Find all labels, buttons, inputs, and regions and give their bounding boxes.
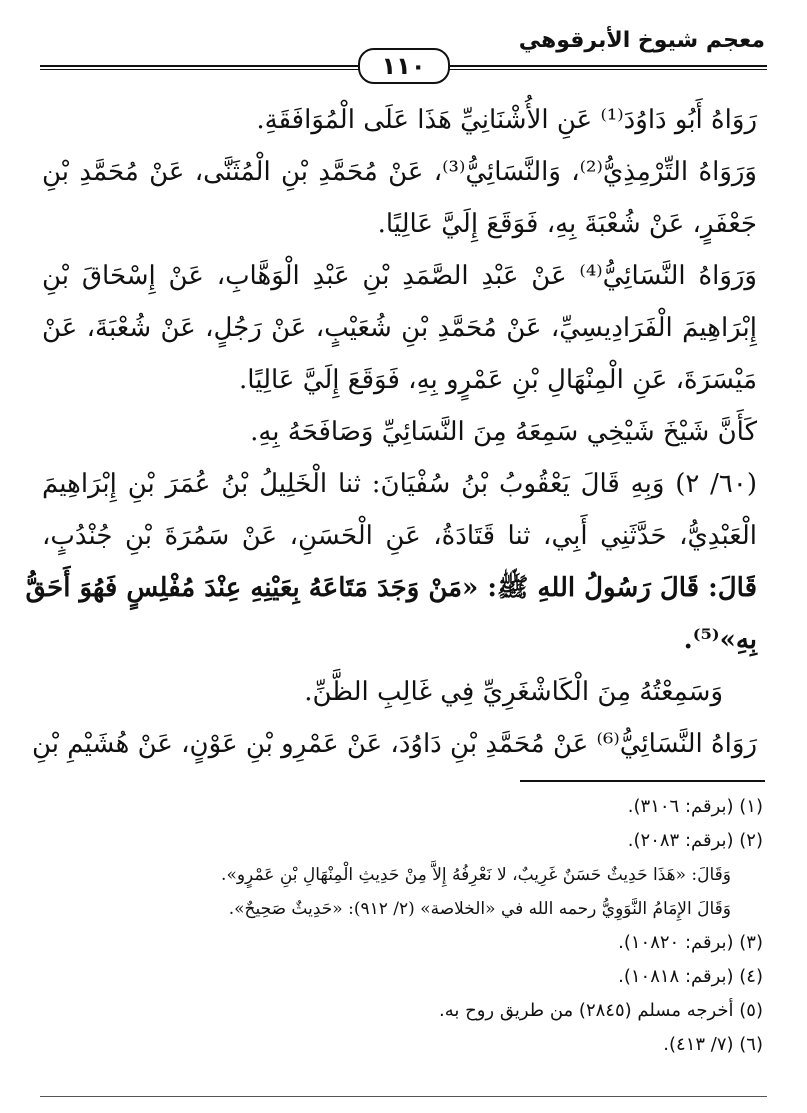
- text-line: وَرَوَاهُ التِّرْمِذِيُّ⁽²⁾، وَالنَّسَائِيُّ⁽³⁾، عَنْ مُحَمَّدِ بْنِ الْمُثَنَّى، عَنْ مُحَمَّدِ بْنِ: [42, 157, 757, 187]
- footnote: (١) (برقم: ٣١٠٦).: [627, 796, 763, 817]
- footnote: (٢) (برقم: ٢٠٨٣).: [627, 830, 763, 851]
- page-number: ١١٠: [358, 48, 450, 84]
- text-line: قَالَ: قَالَ رَسُولُ اللهِ ﷺ: «مَنْ وَجَدَ مَتَاعَهُ بِعَيْنِهِ عِنْدَ مُفْلِسٍ فَهُوَ أَحَقُّ: [25, 573, 757, 603]
- text-line: بِهِ»⁽⁵⁾.: [683, 625, 757, 655]
- footnote: (٦) (٧/ ٤١٣).: [663, 1034, 763, 1055]
- running-title: معجم شيوخ الأبرقوهي: [518, 28, 765, 53]
- text-line: رَوَاهُ النَّسَائِيُّ⁽⁶⁾ عَنْ مُحَمَّدِ بْنِ دَاوُدَ، عَنْ عَمْرِو بْنِ عَوْنٍ، عَنْ هُشَيْمِ بْنِ: [31, 729, 757, 759]
- text-line: رَوَاهُ أَبُو دَاوُدَ⁽¹⁾ عَنِ الأُشْنَانِيِّ هَذَا عَلَى الْمُوَافَقَةِ.: [256, 105, 757, 135]
- text-line: الْعَبْدِيُّ، حَدَّثَنِي أَبِي، ثنا قَتَادَةُ، عَنِ الْحَسَنِ، عَنْ سَمُرَةَ بْنِ جُنْدُبٍ،: [42, 521, 757, 551]
- footnote: (٣) (برقم: ١٠٨٢٠).: [618, 932, 763, 953]
- main-text: [25, 94, 757, 770]
- footnote: (٤) (برقم: ١٠٨١٨).: [618, 966, 763, 987]
- text-line: وَرَوَاهُ النَّسَائِيُّ⁽⁴⁾ عَنْ عَبْدِ الصَّمَدِ بْنِ عَبْدِ الْوَهَّابِ، عَنْ إِسْحَاقَ بْنِ: [42, 261, 757, 291]
- text-line: إِبْرَاهِيمَ الْفَرَادِيسِيِّ، عَنْ مُحَمَّدِ بْنِ شُعَيْبٍ، عَنْ رَجُلٍ، عَنْ شُعْبَةَ، عَنْ: [42, 313, 757, 343]
- footnote-continuation: وَقَالَ: «هَذَا حَدِيثٌ حَسَنٌ غَرِيبٌ، لا نَعْرِفُهُ إِلاَّ مِنْ حَدِيثِ الْمِنْهَالِ بْنِ عَمْرٍو».: [221, 865, 731, 885]
- bottom-rule: [40, 1096, 767, 1097]
- footnote-rule: [520, 780, 765, 782]
- footnotes: [40, 790, 763, 1062]
- text-line: وَسَمِعْتُهُ مِنَ الْكَاشْغَرِيِّ فِي غَالِبِ الظَّنِّ.: [304, 677, 723, 707]
- text-line: مَيْسَرَةَ، عَنِ الْمِنْهَالِ بْنِ عَمْرٍو بِهِ، فَوَقَعَ إِلَيَّ عَالِيًا.: [239, 365, 757, 395]
- text-line: (٦٠/ ٢) وَبِهِ قَالَ يَعْقُوبُ بْنُ سُفْيَانَ: ثنا الْخَلِيلُ بْنُ عُمَرَ بْنِ إِبْرَاهِيمَ: [42, 469, 757, 499]
- text-line: جَعْفَرٍ، عَنْ شُعْبَةَ بِهِ، فَوَقَعَ إِلَيَّ عَالِيًا.: [377, 209, 757, 239]
- text-line: كَأَنَّ شَيْخَ شَيْخِي سَمِعَهُ مِنَ النَّسَائِيِّ وَصَافَحَهُ بِهِ.: [250, 417, 757, 447]
- footnote: (٥) أخرجه مسلم (٢٨٤٥) من طريق روح به.: [439, 1000, 763, 1021]
- footnote-continuation: وَقَالَ الإِمَامُ النَّوَوِيُّ رحمه الله في «الخلاصة» (٢/ ٩١٢): «حَدِيثٌ صَحِيحٌ».: [228, 899, 731, 919]
